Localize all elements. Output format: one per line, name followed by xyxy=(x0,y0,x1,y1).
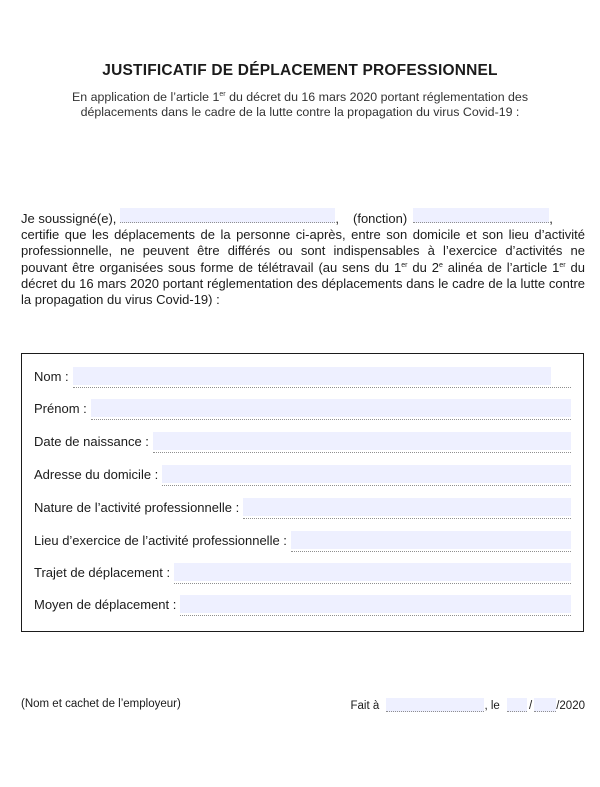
year-suffix: /2020 xyxy=(556,700,585,712)
certification-text-part-3: alinéa de l’article 1 xyxy=(442,259,560,275)
month-field[interactable] xyxy=(534,698,556,712)
certification-text-part-2: du 2 xyxy=(407,259,439,275)
form-row-prenom xyxy=(34,398,571,420)
date-slash: / xyxy=(529,700,533,712)
input-adresse[interactable] xyxy=(162,465,571,486)
label-lieu-exercice: Lieu d’exercice de l’activité professionnelle : xyxy=(34,533,287,548)
made-at-field[interactable] xyxy=(386,698,484,712)
label-nom: Nom : xyxy=(34,369,69,384)
certification-text-part-4: du décret du 16 mars 2020 portant réglementation des déplacements dans le cadre de la lutte contre la propagation du virus Covid-19) : xyxy=(21,259,585,308)
sup-1: er xyxy=(401,261,408,269)
document-subtitle xyxy=(40,90,560,120)
label-moyen: Moyen de déplacement : xyxy=(34,597,177,612)
certification-section xyxy=(21,208,585,308)
label-nature-activite: Nature de l’activité professionnelle : xyxy=(34,500,240,515)
label-prenom: Prénom : xyxy=(34,401,87,416)
form-row-nature-activite xyxy=(34,497,571,519)
label-adresse: Adresse du domicile : xyxy=(34,467,159,482)
subtitle-superscript: er xyxy=(219,91,226,98)
undersigned-line xyxy=(21,208,585,227)
form-row-adresse xyxy=(34,464,571,486)
form-row-date-naissance xyxy=(34,431,571,453)
label-date-naissance: Date de naissance : xyxy=(34,434,149,449)
day-field[interactable] xyxy=(507,698,527,712)
input-moyen[interactable] xyxy=(180,595,571,616)
function-field[interactable] xyxy=(413,208,549,223)
comma-end: , xyxy=(549,211,553,226)
function-label: (fonction) xyxy=(353,211,408,226)
certification-text-part-1: certifie que les déplacements de la personne ci-après, entre son domicile et son lieu d’activité professionnelle, ne peuvent être différés ou sont indispensables à l’exercice d’activités ne pouvant être organisées sous forme de télétravail (au sens du 1 xyxy=(21,227,585,275)
form-row-moyen xyxy=(34,594,571,616)
input-date-naissance[interactable] xyxy=(153,432,571,453)
input-nature-activite[interactable] xyxy=(243,498,571,519)
certification-text xyxy=(21,227,585,308)
subtitle-text-end: du décret du 16 mars 2020 portant réglementation des déplacements dans le cadre de la lutte contre la propagation du virus Covid-19 : xyxy=(80,90,529,119)
subtitle-text-start: En application de l’article 1 xyxy=(71,90,220,104)
input-trajet[interactable] xyxy=(174,563,571,584)
input-lieu-exercice[interactable] xyxy=(291,531,571,552)
sup-3: er xyxy=(559,261,566,269)
comma-separator: , xyxy=(335,211,340,226)
person-details-box xyxy=(21,353,584,632)
date-label: , le xyxy=(484,700,500,712)
form-row-lieu-exercice xyxy=(34,530,571,552)
form-row-trajet xyxy=(34,562,571,584)
label-trajet: Trajet de déplacement : xyxy=(34,565,171,580)
undersigned-name-field[interactable] xyxy=(120,208,335,223)
signature-place-date xyxy=(351,698,586,712)
input-prenom[interactable] xyxy=(91,399,571,420)
form-row-nom xyxy=(34,366,571,388)
input-nom[interactable] xyxy=(73,367,571,388)
made-at-label: Fait à xyxy=(350,700,380,712)
undersigned-label: Je soussigné(e), xyxy=(21,211,117,226)
document-title: JUSTIFICATIF DE DÉPLACEMENT PROFESSIONNEL xyxy=(102,62,498,79)
sup-2: e xyxy=(438,261,443,269)
employer-stamp-label: (Nom et cachet de l’employeur) xyxy=(21,698,181,710)
